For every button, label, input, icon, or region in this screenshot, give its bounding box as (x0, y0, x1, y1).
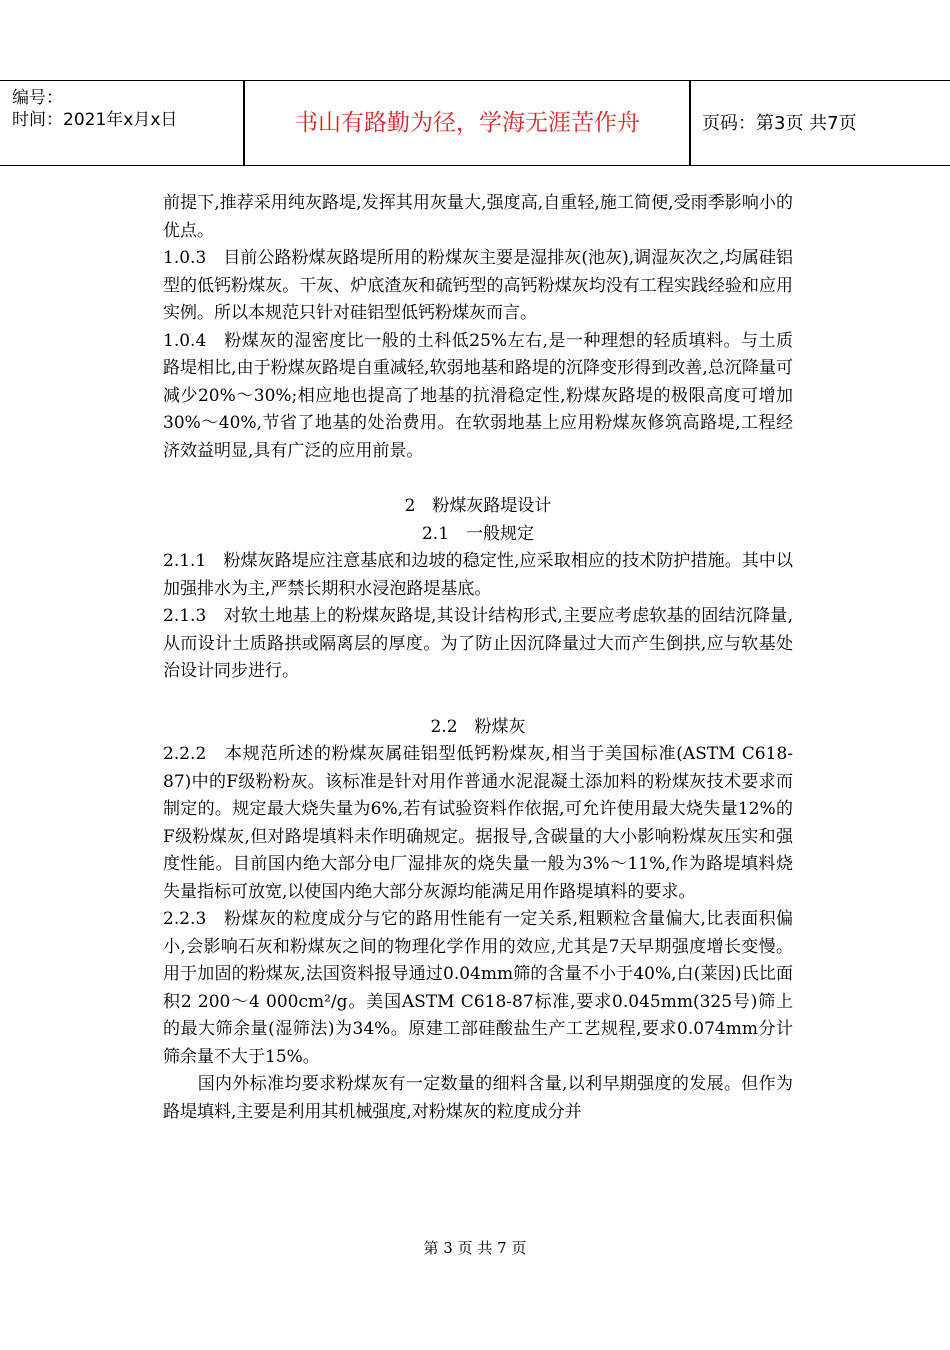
paragraph: 2.1.1 粉煤灰路堤应注意基底和边坡的稳定性,应采取相应的技术防护措施。其中以加强排水为主,严禁长期积水浸泡路堤基底。 (163, 551, 793, 599)
subsection-heading: 2.2 粉煤灰 (430, 716, 526, 737)
paragraph: 2.2.2 本规范所述的粉煤灰属硅铝型低钙粉煤灰,相当于美国标准(ASTM C618-87)中的F级粉粉灰。该标准是针对用作普通水泥混凝土添加料的粉煤灰技术要求而制定的。规定最大烧失量为6%,若有试验资料作依据,可允许使用最大烧失量12%的F级粉煤灰,但对路堤填料未作明确规定。据报导,含碳量的大小影响粉煤灰压实和强度性能。目前国内绝大部分电厂湿排灰的烧失量一般为3%～11%,作为路堤填料烧失量指标可放宽,以使国内绝大部分灰源均能满足用作路堤填料的要求。 (163, 744, 793, 902)
section-heading: 2 粉煤灰路堤设计 (404, 496, 552, 516)
subsection-heading: 2.1 一般规定 (421, 523, 535, 544)
document-number-label: 编号： (12, 88, 63, 108)
paragraph: 1.0.3 目前公路粉煤灰路堤所用的粉煤灰主要是湿排灰(池灰),调湿灰次之,均属硅铝型的低钙粉煤灰。干灰、炉底渣灰和硫钙型的高钙粉煤灰均没有工程实践经验和应用实例。所以本规范只针对硅铝型低钙粉煤灰而言。 (163, 248, 793, 323)
header-page-info: 页码：第3页 共7页 (702, 113, 857, 134)
header-meta (12, 87, 177, 131)
paragraph: 国内外标准均要求粉煤灰有一定数量的细料含量,以利早期强度的发展。但作为路堤填料,主要是利用其机械强度,对粉煤灰的粒度成分并 (163, 1074, 793, 1122)
document-body (163, 190, 793, 1126)
document-time-label: 时间：2021年x月x日 (12, 110, 178, 130)
header-motto: 书山有路勤为径，学海无涯苦作舟 (295, 110, 640, 136)
spacer (163, 465, 793, 493)
paragraph: 1.0.4 粉煤灰的湿密度比一般的土科低25%左右,是一种理想的轻质填料。与土质路堤相比,由于粉煤灰路堤自重减轻,软弱地基和路堤的沉降变形得到改善,总沉降量可减少20%～30%;相应地也提高了地基的抗滑稳定性,粉煤灰路堤的极限高度可增加30%～40%,节省了地基的处治费用。在软弱地基上应用粉煤灰修筑高路堤,工程经济效益明显,具有广泛的应用前景。 (163, 330, 793, 461)
paragraph: 2.2.3 粉煤灰的粒度成分与它的路用性能有一定关系,粗颗粒含量偏大,比表面积偏小,会影响石灰和粉煤灰之间的物理化学作用的效应,尤其是7天早期强度增长变慢。用于加固的粉煤灰,法国资料报导通过0.04mm筛的含量不小于40%,白(莱因)氏比面积2 200～4 000cm²/g。美国ASTM C618-87标准,要求0.045mm(325号)筛上的最大筛余量(湿筛法)为34%。原建工部硅酸盐生产工艺规程,要求0.074mm分计筛余量不大于15%。 (163, 909, 793, 1067)
paragraph: 2.1.3 对软土地基上的粉煤灰路堤,其设计结构形式,主要应考虑软基的固结沉降量,从而设计土质路拱或隔离层的厚度。为了防止因沉降量过大而产生倒拱,应与软基处治设计同步进行。 (163, 606, 793, 681)
paragraph: 前提下,推荐采用纯灰路堤,发挥其用灰量大,强度高,自重轻,施工简便,受雨季影响小的优点。 (163, 193, 793, 241)
page-header (0, 80, 950, 166)
spacer (163, 686, 793, 714)
page-footer: 第 3 页 共 7 页 (423, 1239, 527, 1257)
header-divider (689, 81, 691, 165)
